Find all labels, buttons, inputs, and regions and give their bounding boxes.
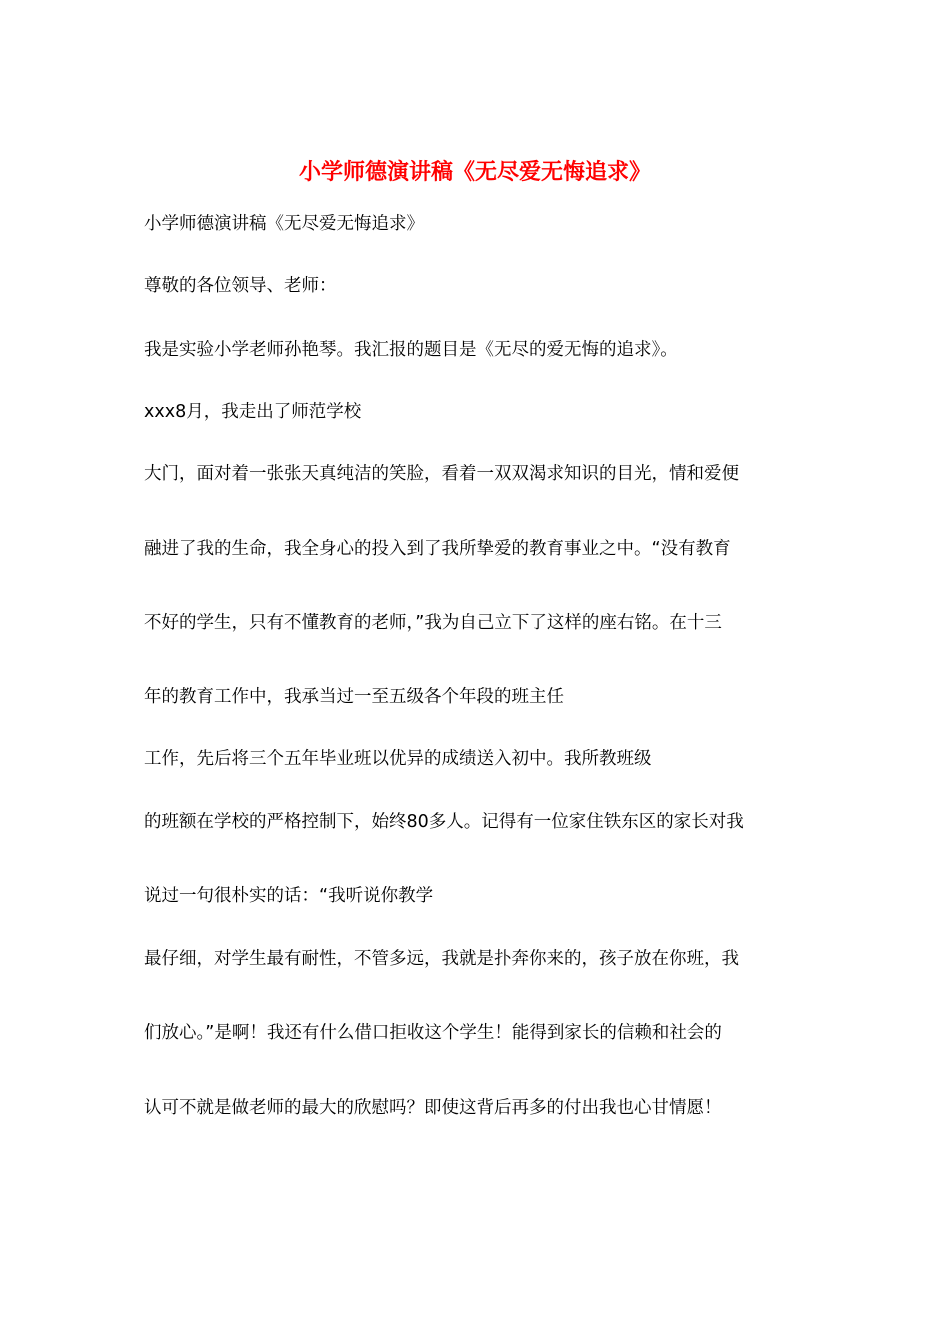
paragraph-line: 融进了我的生命，我全身心的投入到了我所挚爱的教育事业之中。“没有教育 xyxy=(144,539,731,559)
paragraph-line: 们放心。”是啊！我还有什么借口拒收这个学生！能得到家长的信赖和社会的 xyxy=(144,1023,722,1043)
paragraph-line: 我是实验小学老师孙艳琴。我汇报的题目是《无尽的爱无悔的追求》。 xyxy=(144,340,678,360)
paragraph-line: 认可不就是做老师的最大的欣慰吗？即使这背后再多的付出我也心甘情愿！ xyxy=(144,1098,722,1118)
document-title: 小学师德演讲稿《无尽爱无悔追求》 xyxy=(298,159,651,185)
paragraph-line: 尊敬的各位领导、老师： xyxy=(144,276,337,296)
paragraph-line: 不好的学生，只有不懂教育的老师，”我为自己立下了这样的座右铭。在十三 xyxy=(144,613,722,633)
paragraph-line: 的班额在学校的严格控制下，始终80多人。记得有一位家住铁东区的家长对我 xyxy=(144,812,744,832)
paragraph-line: 年的教育工作中，我承当过一至五级各个年段的班主任 xyxy=(144,687,564,707)
paragraph-line: 大门，面对着一张张天真纯洁的笑脸，看着一双双渴求知识的目光，情和爱便 xyxy=(144,464,739,484)
paragraph-line: 小学师德演讲稿《无尽爱无悔追求》 xyxy=(144,214,424,234)
paragraph-line: 工作，先后将三个五年毕业班以优异的成绩送入初中。我所教班级 xyxy=(144,749,652,769)
paragraph-line: xxx8月，我走出了师范学校 xyxy=(144,402,362,422)
paragraph-line: 说过一句很朴实的话：“我听说你教学 xyxy=(144,886,434,906)
paragraph-line: 最仔细，对学生最有耐性，不管多远，我就是扑奔你来的，孩子放在你班，我 xyxy=(144,949,739,969)
